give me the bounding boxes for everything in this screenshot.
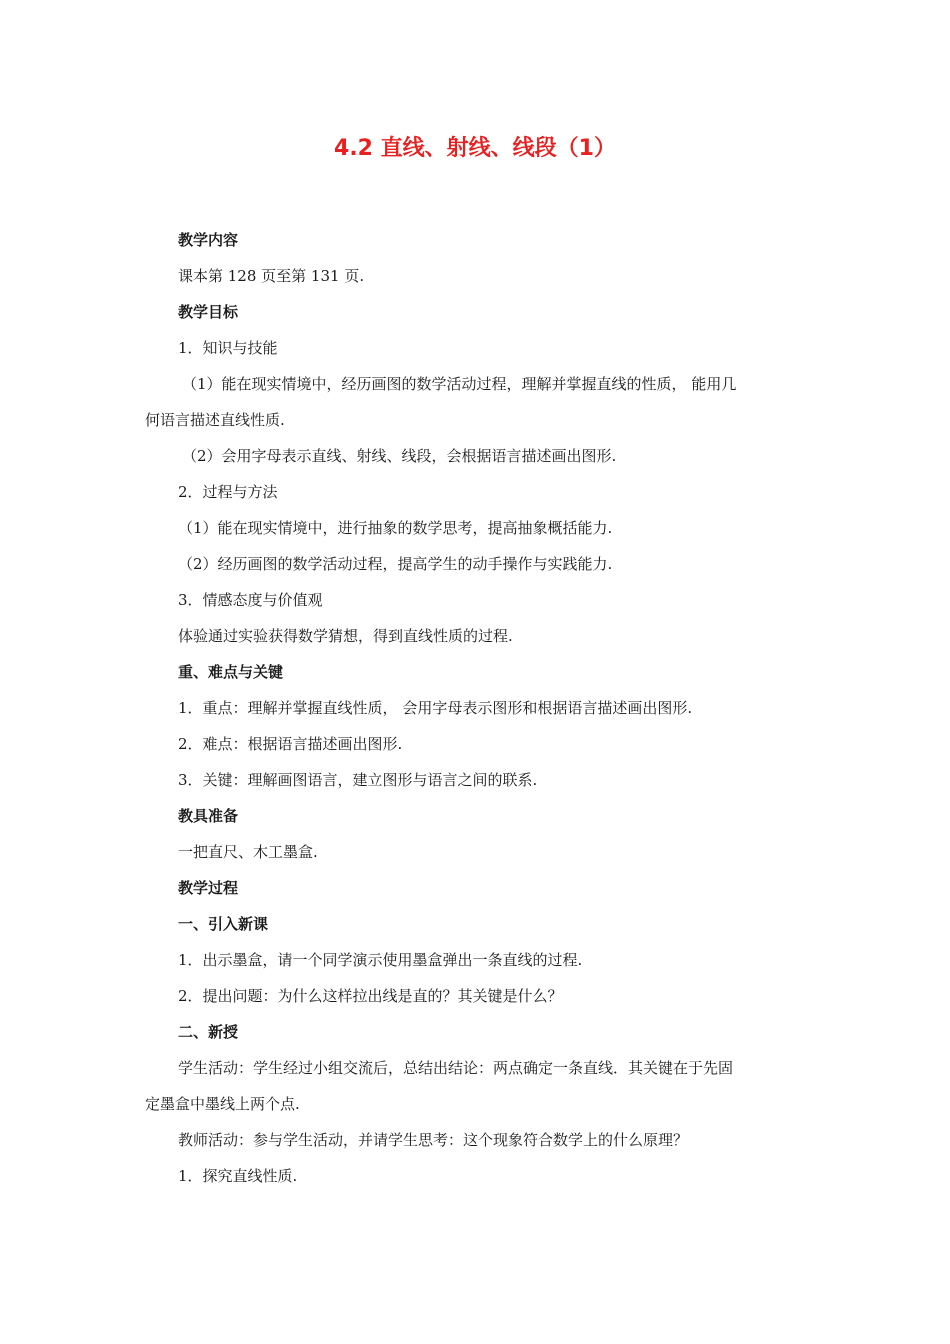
heading-teaching-content: 教学内容	[178, 231, 239, 249]
goal2-item1: （1）能在现实情境中，进行抽象的数学思考，提高抽象概括能力.	[178, 519, 613, 537]
goal3-text: 体验通过实验获得数学猜想，得到直线性质的过程.	[178, 627, 513, 645]
heading-teaching-goals: 教学目标	[178, 303, 239, 321]
heading-key-points: 重、难点与关键	[178, 663, 284, 681]
goal1-title: 1．知识与技能	[178, 339, 278, 357]
key-point-3: 3．关键：理解画图语言，建立图形与语言之间的联系.	[178, 771, 538, 789]
heading-teaching-tools: 教具准备	[178, 807, 239, 825]
goal1-item2: （2）会用字母表示直线、射线、线段，会根据语言描述画出图形.	[182, 447, 617, 465]
paragraph-textbook-pages: 课本第 128 页至第 131 页.	[178, 267, 365, 285]
goal2-item2: （2）经历画图的数学活动过程，提高学生的动手操作与实践能力.	[178, 555, 613, 573]
document-body	[145, 222, 810, 1194]
goal2-title: 2．过程与方法	[178, 483, 278, 501]
heading-part1: 一、引入新课	[178, 915, 269, 933]
goal1-item1-line1: （1）能在现实情境中，经历画图的数学活动过程，理解并掌握直线的性质， 能用几	[182, 375, 737, 393]
heading-part2: 二、新授	[178, 1023, 239, 1041]
document-title: 4.2 直线、射线、线段（1）	[334, 136, 616, 161]
part1-item2: 2．提出问题：为什么这样拉出线是直的？其关键是什么？	[178, 987, 563, 1005]
tools-text: 一把直尺、木工墨盒.	[178, 843, 318, 861]
part1-item1: 1．出示墨盒，请一个同学演示使用墨盒弹出一条直线的过程.	[178, 951, 583, 969]
student-activity-line1: 学生活动：学生经过小组交流后，总结出结论：两点确定一条直线．其关键在于先固	[178, 1059, 734, 1077]
key-point-2: 2．难点：根据语言描述画出图形.	[178, 735, 403, 753]
explore-line-property: 1．探究直线性质.	[178, 1167, 298, 1185]
goal3-title: 3．情感态度与价值观	[178, 591, 323, 609]
student-activity-line2: 定墨盒中墨线上两个点.	[145, 1095, 300, 1113]
heading-teaching-process: 教学过程	[178, 879, 239, 897]
goal1-item1-line2: 何语言描述直线性质.	[145, 411, 285, 429]
teacher-activity: 教师活动：参与学生活动，并请学生思考：这个现象符合数学上的什么原理？	[178, 1131, 689, 1149]
key-point-1: 1．重点：理解并掌握直线性质， 会用字母表示图形和根据语言描述画出图形.	[178, 699, 693, 717]
